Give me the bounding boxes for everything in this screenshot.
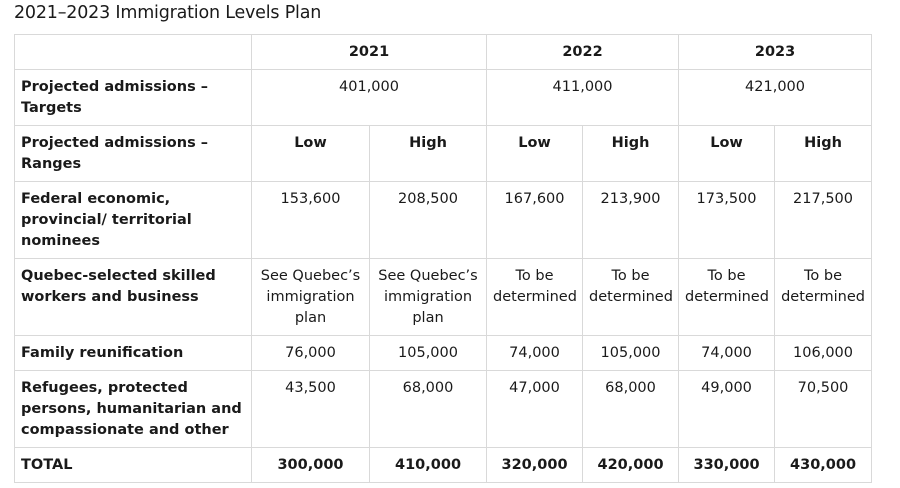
table-cell: 106,000 [775, 336, 872, 371]
range-low-2022: Low [487, 126, 583, 182]
range-high-2023: High [775, 126, 872, 182]
table-cell: 153,600 [252, 182, 370, 259]
table-cell: 43,500 [252, 371, 370, 448]
row-label-family: Family reunification [15, 336, 252, 371]
table-cell: 213,900 [583, 182, 679, 259]
range-high-2022: High [583, 126, 679, 182]
table-cell: To be determined [679, 259, 775, 336]
row-label-ranges: Projected admissions – Ranges [15, 126, 252, 182]
corner-cell [15, 35, 252, 70]
table-cell: 49,000 [679, 371, 775, 448]
total-cell: 330,000 [679, 448, 775, 483]
target-2021: 401,000 [252, 70, 487, 126]
total-cell: 300,000 [252, 448, 370, 483]
row-label-refugees: Refugees, protected persons, humanitarian and compassionate and other [15, 371, 252, 448]
table-cell: To be determined [775, 259, 872, 336]
range-low-2021: Low [252, 126, 370, 182]
table-cell: 105,000 [370, 336, 487, 371]
table-title: 2021–2023 Immigration Levels Plan [14, 3, 322, 23]
table-cell: To be determined [487, 259, 583, 336]
table-row [15, 259, 872, 336]
table-row [15, 70, 872, 126]
table-cell: 68,000 [583, 371, 679, 448]
row-label-economic: Federal economic, provincial/ territorial nominees [15, 182, 252, 259]
total-cell: 420,000 [583, 448, 679, 483]
row-label-total: TOTAL [15, 448, 252, 483]
table-cell: 217,500 [775, 182, 872, 259]
range-low-2023: Low [679, 126, 775, 182]
row-label-quebec: Quebec-selected skilled workers and business [15, 259, 252, 336]
total-cell: 320,000 [487, 448, 583, 483]
header-row [15, 35, 872, 70]
table-row [15, 182, 872, 259]
table-cell: 167,600 [487, 182, 583, 259]
total-row [15, 448, 872, 483]
row-label-targets: Projected admissions – Targets [15, 70, 252, 126]
table-cell: 173,500 [679, 182, 775, 259]
table-cell: 208,500 [370, 182, 487, 259]
year-header-2022: 2022 [487, 35, 679, 70]
range-high-2021: High [370, 126, 487, 182]
table-cell: 76,000 [252, 336, 370, 371]
table-cell: 105,000 [583, 336, 679, 371]
total-cell: 410,000 [370, 448, 487, 483]
table-cell: To be determined [583, 259, 679, 336]
year-header-2021: 2021 [252, 35, 487, 70]
table-row [15, 126, 872, 182]
target-2023: 421,000 [679, 70, 872, 126]
table-cell: See Quebec’s immigration plan [370, 259, 487, 336]
table-cell: 47,000 [487, 371, 583, 448]
table-row [15, 371, 872, 448]
table-cell: 74,000 [487, 336, 583, 371]
target-2022: 411,000 [487, 70, 679, 126]
immigration-levels-table [14, 34, 872, 483]
year-header-2023: 2023 [679, 35, 872, 70]
table-cell: See Quebec’s immigration plan [252, 259, 370, 336]
table-cell: 74,000 [679, 336, 775, 371]
table-cell: 68,000 [370, 371, 487, 448]
total-cell: 430,000 [775, 448, 872, 483]
table-cell: 70,500 [775, 371, 872, 448]
table-row [15, 336, 872, 371]
